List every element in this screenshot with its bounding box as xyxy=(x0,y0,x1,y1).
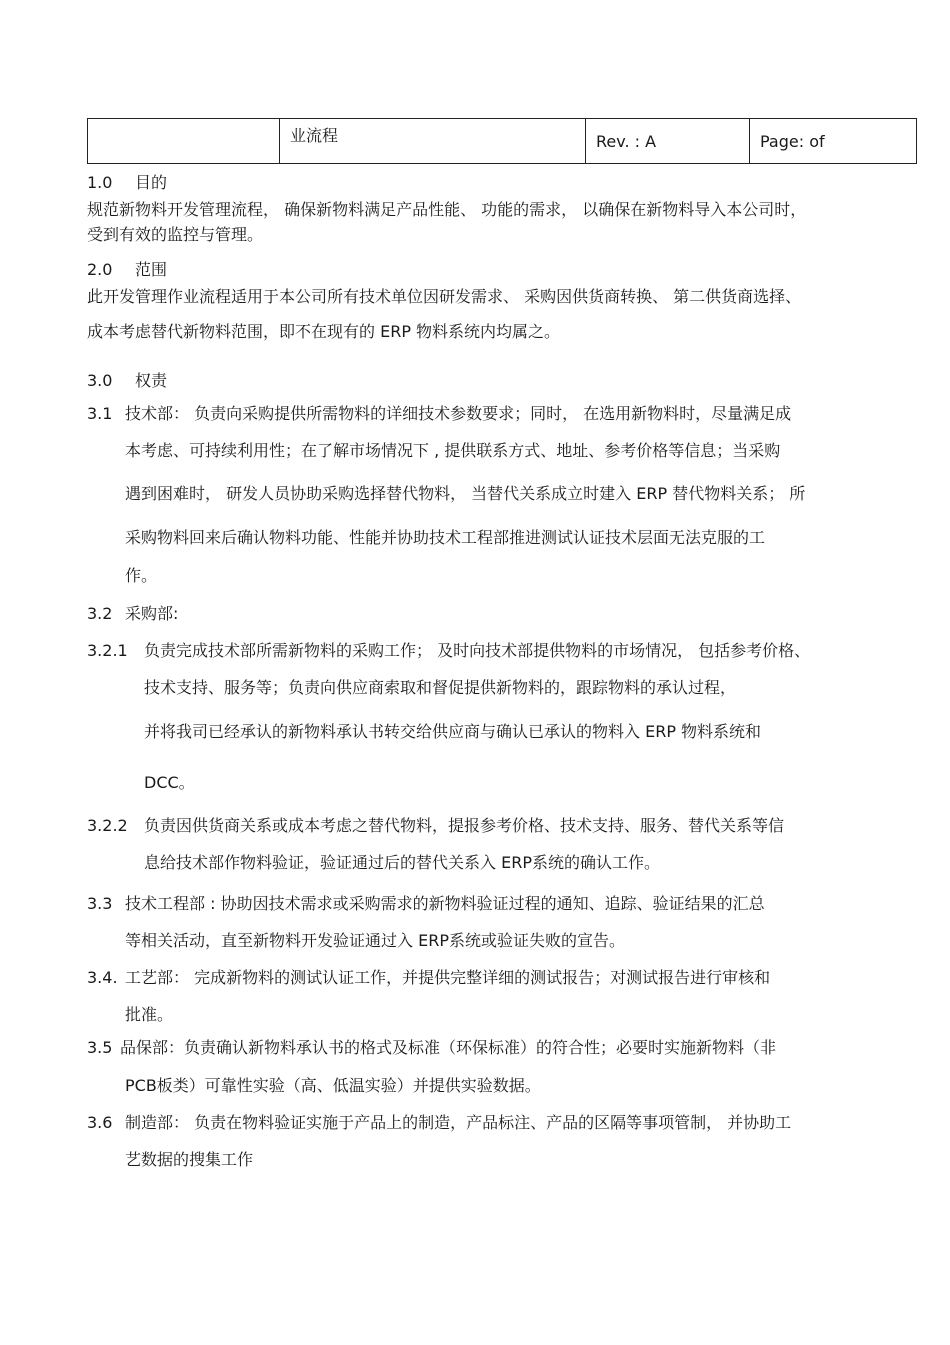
section-3-6-line-2: 艺数据的搜集工作 xyxy=(125,1150,254,1169)
section-3-6-number: 3.6 xyxy=(87,1113,113,1132)
section-3-2-2-line-1: 负责因供货商关系或成本考虑之替代物料，提报参考价格、技术支持、服务、替代关系等信 xyxy=(144,816,785,835)
section-3-5-line-2: PCB板类）可靠性实验（高、低温实验）并提供实验数据。 xyxy=(125,1076,541,1095)
section-3-4-line-2: 批准。 xyxy=(125,1005,174,1024)
section-3-2-2-number: 3.2.2 xyxy=(87,816,128,835)
section-3-2-1-line-4: DCC。 xyxy=(144,773,195,792)
section-3-4-line-1: 工艺部： 完成新物料的测试认证工作，并提供完整详细的测试报告；对测试报告进行审核和 xyxy=(125,968,771,987)
section-3-4-number: 3.4. xyxy=(87,968,118,987)
section-3-5-line-1: 品保部：负责确认新物料承认书的格式及标准（环保标准）的符合性；必要时实施新物料（非 xyxy=(120,1038,777,1057)
section-1-line-1: 规范新物料开发管理流程， 确保新物料满足产品性能、 功能的需求， 以确保在新物料导入本公司时， xyxy=(87,200,807,219)
section-3-2-2-line-2: 息给技术部作物料验证，验证通过后的替代关系入 ERP系统的确认工作。 xyxy=(144,853,660,872)
section-3-1-number: 3.1 xyxy=(87,404,113,423)
section-3-1-line-5: 作。 xyxy=(125,566,158,585)
section-3-number: 3.0 xyxy=(87,371,113,390)
section-3-6-line-1: 制造部： 负责在物料验证实施于产品上的制造，产品标注、产品的区隔等事项管制， 并协助工 xyxy=(125,1113,792,1132)
section-3-1-line-2: 本考虑、可持续利用性；在了解市场情况下 , 提供联系方式、地址、参考价格等信息；当采购 xyxy=(125,441,781,460)
section-3-2-number: 3.2 xyxy=(87,604,113,623)
section-2-number: 2.0 xyxy=(87,260,113,279)
section-3-2-1-line-1: 负责完成技术部所需新物料的采购工作； 及时向技术部提供物料的市场情况， 包括参考价格、 xyxy=(144,641,811,660)
section-3-2-1-line-2: 技术支持、服务等；负责向供应商索取和督促提供新物料的，跟踪物料的承认过程， xyxy=(144,678,737,697)
section-1-title: 目的 xyxy=(135,173,168,192)
header-cell-logo xyxy=(88,119,280,164)
section-3-2-1-line-3: 并将我司已经承认的新物料承认书转交给供应商与确认已承认的物料入 ERP 物料系统和 xyxy=(144,722,762,741)
section-1-line-2: 受到有效的监控与管理。 xyxy=(87,225,264,244)
header-cell-rev: Rev. : A xyxy=(586,119,750,164)
section-3-3-line-1: 技术工程部 : 协助因技术需求或采购需求的新物料验证过程的通知、追踪、验证结果的汇总 xyxy=(125,894,765,913)
section-2-line-2: 成本考虑替代新物料范围，即不在现有的 ERP 物料系统内均属之。 xyxy=(87,322,561,341)
section-1-number: 1.0 xyxy=(87,173,113,192)
section-3-5-number: 3.5 xyxy=(87,1038,113,1057)
section-3-1-line-1: 技术部： 负责向采购提供所需物料的详细技术参数要求；同时， 在选用新物料时，尽量满足成 xyxy=(125,404,792,423)
section-3-2-title: 采购部: xyxy=(125,604,179,623)
section-2-line-1: 此开发管理作业流程适用于本公司所有技术单位因研发需求、 采购因供货商转换、 第二供货商选择、 xyxy=(87,287,802,306)
section-3-1-line-3: 遇到困难时， 研发人员协助采购选择替代物料， 当替代关系成立时建入 ERP 替代物料关系； 所 xyxy=(125,484,806,503)
header-cell-page: Page: of xyxy=(750,119,917,164)
section-3-2-1-number: 3.2.1 xyxy=(87,641,128,660)
section-3-title: 权责 xyxy=(135,371,168,390)
section-3-3-number: 3.3 xyxy=(87,894,113,913)
section-3-3-line-2: 等相关活动，直至新物料开发验证通过入 ERP系统或验证失败的宣告。 xyxy=(125,931,625,950)
section-2-title: 范围 xyxy=(135,260,168,279)
header-cell-title: 业流程 xyxy=(280,119,586,164)
section-3-1-line-4: 采购物料回来后确认物料功能、性能并协助技术工程部推进测试认证技术层面无法克服的工 xyxy=(125,528,766,547)
header-table xyxy=(87,118,917,164)
